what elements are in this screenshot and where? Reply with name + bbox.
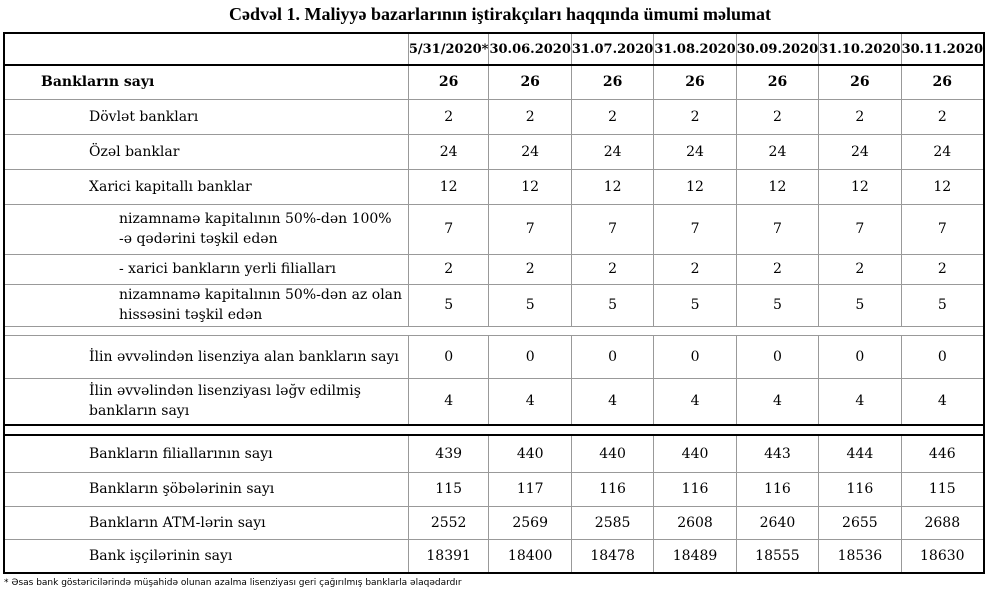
table-row xyxy=(4,335,984,378)
table-cell: 440 xyxy=(571,435,653,472)
table-cell: 2 xyxy=(408,99,489,134)
table-cell: 5 xyxy=(819,284,901,326)
table-cell: 2 xyxy=(736,254,818,284)
row-label: Dövlət bankları xyxy=(4,99,408,134)
row-label: nizamnamə kapitalının 50%-dən 100% -ə qədərini təşkil edən xyxy=(4,204,408,254)
row-label: Bankların şöbələrinin sayı xyxy=(4,472,408,506)
table-cell: 116 xyxy=(571,472,653,506)
table-cell: 2 xyxy=(654,254,736,284)
table-row xyxy=(4,284,984,326)
table-cell: 2 xyxy=(901,254,984,284)
table-row xyxy=(4,254,984,284)
table-cell: 12 xyxy=(489,169,571,204)
table-cell: 2 xyxy=(901,99,984,134)
column-header: 30.11.2020 xyxy=(901,33,984,65)
table-cell: 5 xyxy=(571,284,653,326)
table-cell: 2688 xyxy=(901,506,984,539)
table-row xyxy=(4,99,984,134)
table-cell: 2 xyxy=(736,99,818,134)
table-cell: 444 xyxy=(819,435,901,472)
table-cell: 12 xyxy=(736,169,818,204)
table-cell: 26 xyxy=(489,65,571,99)
table-cell: 2 xyxy=(819,99,901,134)
table-cell: 12 xyxy=(654,169,736,204)
table-cell: 26 xyxy=(901,65,984,99)
table-cell: 443 xyxy=(736,435,818,472)
table-cell: 26 xyxy=(571,65,653,99)
table-cell: 12 xyxy=(571,169,653,204)
table-cell: 26 xyxy=(408,65,489,99)
column-header: 30.09.2020 xyxy=(736,33,818,65)
table-cell: 2640 xyxy=(736,506,818,539)
separator-row xyxy=(4,425,984,435)
column-header: 31.07.2020 xyxy=(571,33,653,65)
table-cell: 12 xyxy=(819,169,901,204)
table-cell: 0 xyxy=(901,335,984,378)
table-cell: 2 xyxy=(571,254,653,284)
table-cell: 2 xyxy=(489,99,571,134)
table-cell: 18630 xyxy=(901,539,984,573)
row-label: Bankların filiallarının sayı xyxy=(4,435,408,472)
table-cell: 4 xyxy=(819,378,901,425)
table-cell: 7 xyxy=(489,204,571,254)
table-row xyxy=(4,472,984,506)
column-header: 31.08.2020 xyxy=(654,33,736,65)
table-cell: 12 xyxy=(901,169,984,204)
table-title: Cədvəl 1. Maliyyə bazarlarının iştirakçıları haqqında ümumi məlumat xyxy=(228,4,771,24)
table-cell: 446 xyxy=(901,435,984,472)
table-cell: 0 xyxy=(408,335,489,378)
table-row xyxy=(4,539,984,573)
table-cell: 2552 xyxy=(408,506,489,539)
row-label: Xarici kapitallı banklar xyxy=(4,169,408,204)
table-cell: 2 xyxy=(571,99,653,134)
table-cell: 0 xyxy=(819,335,901,378)
row-label: Bankların sayı xyxy=(4,65,408,99)
table-cell: 2 xyxy=(489,254,571,284)
separator-row xyxy=(4,326,984,335)
row-label: - xarici bankların yerli filialları xyxy=(4,254,408,284)
row-label: İlin əvvəlindən lisenziyası ləğv edilmiş bankların sayı xyxy=(4,378,408,425)
table-cell: 2655 xyxy=(819,506,901,539)
row-label: İlin əvvəlindən lisenziya alan bankların sayı xyxy=(4,335,408,378)
table-cell: 26 xyxy=(819,65,901,99)
separator xyxy=(4,425,984,435)
table-cell: 7 xyxy=(901,204,984,254)
column-header: 5/31/2020* xyxy=(408,33,489,65)
table-cell: 116 xyxy=(819,472,901,506)
table-cell: 115 xyxy=(901,472,984,506)
footnote: * Əsas bank göstəricilərində müşahidə olunan azalma lisenziyası geri çağırılmış banklarla əlaqədardır xyxy=(4,578,462,588)
table-cell: 5 xyxy=(408,284,489,326)
table-cell: 12 xyxy=(408,169,489,204)
table-cell: 18489 xyxy=(654,539,736,573)
table-cell: 24 xyxy=(571,134,653,169)
table-cell: 24 xyxy=(654,134,736,169)
table-cell: 0 xyxy=(489,335,571,378)
table-cell: 2569 xyxy=(489,506,571,539)
table-cell: 116 xyxy=(736,472,818,506)
table-cell: 4 xyxy=(571,378,653,425)
table-cell: 24 xyxy=(736,134,818,169)
table-cell: 18400 xyxy=(489,539,571,573)
table-cell: 7 xyxy=(408,204,489,254)
table-cell: 440 xyxy=(489,435,571,472)
table-cell: 440 xyxy=(654,435,736,472)
table-cell: 18536 xyxy=(819,539,901,573)
table-cell: 5 xyxy=(654,284,736,326)
table-cell: 7 xyxy=(654,204,736,254)
table-cell: 4 xyxy=(654,378,736,425)
table-cell: 5 xyxy=(489,284,571,326)
header-blank xyxy=(4,33,408,65)
table-cell: 26 xyxy=(654,65,736,99)
table-cell: 24 xyxy=(489,134,571,169)
table-cell: 4 xyxy=(408,378,489,425)
table-cell: 18391 xyxy=(408,539,489,573)
table-cell: 18555 xyxy=(736,539,818,573)
table-row xyxy=(4,169,984,204)
table-cell: 4 xyxy=(901,378,984,425)
table-cell: 5 xyxy=(736,284,818,326)
row-label: Bank işçilərinin sayı xyxy=(4,539,408,573)
table-cell: 18478 xyxy=(571,539,653,573)
table-row xyxy=(4,204,984,254)
table-cell: 0 xyxy=(571,335,653,378)
table-cell: 117 xyxy=(489,472,571,506)
table-cell: 7 xyxy=(571,204,653,254)
table-cell: 4 xyxy=(489,378,571,425)
table-cell: 4 xyxy=(736,378,818,425)
banks-table xyxy=(3,32,985,574)
header-row xyxy=(4,33,984,65)
table-cell: 2 xyxy=(408,254,489,284)
table-cell: 439 xyxy=(408,435,489,472)
table-row xyxy=(4,134,984,169)
table-row xyxy=(4,435,984,472)
table-cell: 26 xyxy=(736,65,818,99)
row-label: Bankların ATM-lərin sayı xyxy=(4,506,408,539)
table-cell: 115 xyxy=(408,472,489,506)
table-cell: 2 xyxy=(654,99,736,134)
table-row xyxy=(4,378,984,425)
table-cell: 116 xyxy=(654,472,736,506)
table-cell: 0 xyxy=(654,335,736,378)
column-header: 30.06.2020 xyxy=(489,33,571,65)
table-row xyxy=(4,65,984,99)
table-cell: 5 xyxy=(901,284,984,326)
table-row xyxy=(4,506,984,539)
table-cell: 24 xyxy=(819,134,901,169)
table-cell: 7 xyxy=(819,204,901,254)
row-label: nizamnamə kapitalının 50%-dən az olan hissəsini təşkil edən xyxy=(4,284,408,326)
table-cell: 24 xyxy=(901,134,984,169)
table-cell: 7 xyxy=(736,204,818,254)
table-cell: 2 xyxy=(819,254,901,284)
table-cell: 24 xyxy=(408,134,489,169)
row-label: Özəl banklar xyxy=(4,134,408,169)
table-cell: 2608 xyxy=(654,506,736,539)
separator xyxy=(4,326,984,335)
table-cell: 0 xyxy=(736,335,818,378)
table-cell: 2585 xyxy=(571,506,653,539)
column-header: 31.10.2020 xyxy=(819,33,901,65)
